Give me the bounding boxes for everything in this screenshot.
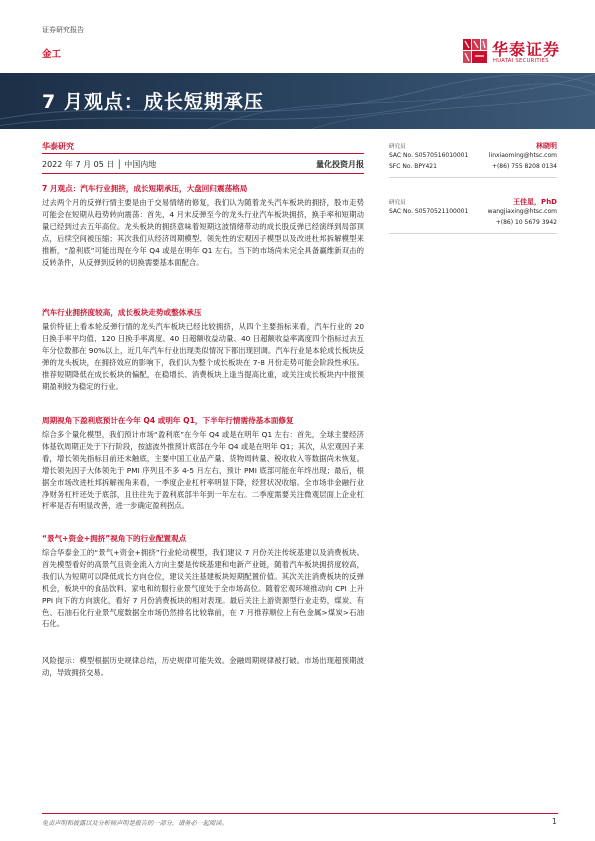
section-tag: 金工 [42, 49, 62, 60]
section-4 [42, 533, 364, 630]
analyst-name: 林晓明 [536, 142, 557, 150]
section-3 [42, 415, 364, 512]
footer-divider [42, 813, 558, 814]
logo-text-en: HUATAI SECURITIES [493, 58, 549, 64]
page-number: 1 [552, 817, 557, 826]
org-name: 华泰研究 [42, 142, 74, 151]
title-banner [0, 73, 595, 129]
risk-section [42, 655, 364, 679]
analyst-card [389, 197, 557, 253]
analyst-sac: SAC No. S0570521100001 [389, 208, 469, 215]
footer-disclaimer: 免责声明和披露以及分析师声明是报告的一部分，请务必一起阅读。 [42, 820, 228, 827]
report-date-region: 2022 年 7 月 05 日 │ 中国内地 [42, 160, 157, 169]
logo-text-cn: 华泰证券 [492, 40, 561, 59]
doc-type-label: 证券研究报告 [42, 26, 84, 34]
section-paragraph: 综合多个量化模型，我们预计市场“盈利底”在今年 Q4 或是在明年 Q1 左右：首先，全球主要经济体基钦周期正处于下行阶段，按滤波外推预计底部在今年 Q4 或是在明年 Q1；其次，从宏观因子来看，增长领先指标目前还未触底，主要中国工业品产量、货物周转量、税收收入等数据尚未恢复。增长领先因子大体领先于 PMI 序列且不多 4-5 月左右，预计 PMI 底部可能在年终出现；最后，根据全市场改进杜邦拆解视角来看，一季度企业杠杆率明显下降，经营状况收缩。全市场非金融行业净财务杠杆还处于底部，且往往先于盈利底部半年到一年左右。二季度需要关注微观层面上企业杠杆率是否有明显改善，进一步确定盈利拐点。 [42, 430, 364, 511]
org-divider [42, 153, 364, 154]
analyst-divider [389, 177, 557, 178]
report-type: 量化投资月报 [316, 160, 364, 169]
analyst-sac: SAC No. S0570516010001 [389, 152, 469, 159]
section-paragraph: 量价特征上看本轮反弹行情的龙头汽车板块已经比较拥挤，从四个主要指标来看，汽车行业的 20 日换手率平均值、120 日换手率离度、40 日超额收益动量、40 日超额收益率离度四个指标过去五年分位数都在 90%以上，近几年汽车行业出现类似情况下都出现回调。汽车行业是本轮成长板块反弹的龙头板块，在拥挤效应的影响下，我们认为整个成长板块在 7-8 月份走势可能会阶段性承压。推荐短期降低在成长板块的偏配，在稳增长、消费板块上逢当提高比重，或关注成长板块内中报预期盈利较为稳定的行业。 [42, 322, 364, 391]
date-divider [42, 173, 364, 174]
analyst-panel [389, 141, 557, 253]
section-1 [42, 183, 364, 268]
section-paragraph: 过去两个月的反弹行情主要是由于交易情绪的修复，我们认为随着龙头汽车板块的拥挤，股市走势可能会在短期从趋势转向震荡：首先，4 月末反弹至今的龙头行业汽车板块拥挤，换手率和短期动量已经到过去五年高位。龙头板块的拥挤意味着短期这波情绪带动的成长股反弹已经演绎到局部顶点，后续空间被压缩；其次我们从经济周期模型、领先性的宏观因子模型以及改进杜邦拆解模型来推断，“盈利底”可能出现在今年 Q4 或是在明年 Q1 左右。当下的市场尚未完全具备赢维新双击的反转条件，从反弹到反转的切换需要基本面配合。 [42, 198, 364, 267]
analyst-name: 王佳星，PhD [513, 198, 557, 206]
section-paragraph: 综合华泰金工的“景气+资金+拥挤”行业轮动模型，我们建议 7 月份关注传统基建以及消费板块。首先模型看好的高景气且资金流入方向主要是传统基建和电新产业链，随着汽车板块拥挤度较高，我们认为短期可以降低成长方向仓位，建议关注基建板块短期配置价值。其次关注消费板块的反弹机会，板块中的食品饮料、家电和纺服行业景气度处于全市场高位。随着宏观环境推动向 CPI 上升 PPI 向下的方向演化，看好 7 月份消费板块的相对表现。最后关注上游资源型行业走势，煤炭、有色、石油石化行业景气度数据全市场仍然排名比较靠前，在 7 月推荐顺位上有色金属>煤炭>石油石化。 [42, 548, 364, 629]
section-2 [42, 307, 364, 392]
risk-warning: 风险提示：模型根据历史规律总结，历史规律可能失效。金融周期规律被打破。市场出现超预期波动，导致拥挤交易。 [42, 656, 364, 677]
huatai-logo [462, 36, 564, 70]
analyst-divider [389, 233, 557, 234]
section-heading: 周期视角下盈利底预计在今年 Q4 或明年 Q1，下半年行情需待基本面修复 [42, 416, 294, 425]
analyst-phone: +(86) 10 5679 3942 [495, 219, 557, 226]
analyst-email[interactable]: wangjiaxing@htsc.com [487, 208, 557, 215]
section-heading: 汽车行业拥挤度较高，成长板块走势或整体承压 [42, 308, 202, 317]
analyst-email[interactable]: linxiaoming@htsc.com [488, 152, 557, 159]
date-line [42, 159, 364, 170]
analyst-phone: +(86) 755 8208 0134 [491, 163, 557, 170]
analyst-card [389, 141, 557, 197]
report-title: 7 月观点：成长短期承压 [42, 91, 264, 113]
section-heading: 7 月观点：汽车行业拥挤，成长短期承压，大盘回归震荡格局 [42, 184, 248, 193]
section-heading: “景气+资金+拥挤”视角下的行业配置观点 [42, 534, 187, 543]
analyst-role: 研究员 [389, 200, 406, 206]
huatai-logo-icon [462, 38, 488, 64]
analyst-sfc: SFC No. BPY421 [389, 163, 437, 170]
analyst-role: 研究员 [389, 144, 406, 150]
